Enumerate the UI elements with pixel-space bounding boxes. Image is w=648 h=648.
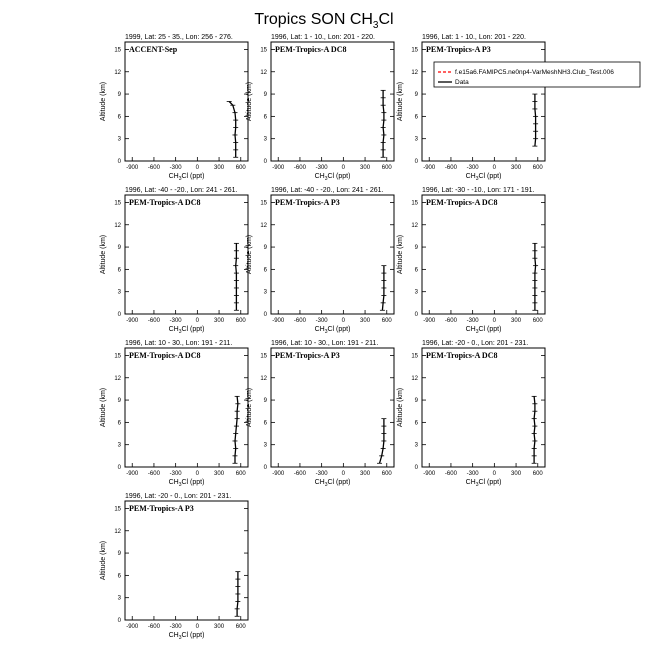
data-series-line [229,102,236,158]
y-tick-label: 0 [117,159,121,165]
x-tick-label: -300 [315,165,328,171]
y-tick-label: 12 [260,375,267,382]
campaign-label: PEM-Tropics-A P3 [275,351,340,360]
x-tick-label: -300 [466,471,479,477]
x-axis-label: $CH_3Cl$ (ppt) [168,173,205,182]
y-tick-label: 6 [117,573,121,580]
x-tick-label: -900 [126,318,139,324]
y-tick-label: 0 [414,159,418,165]
chart-panel-3 [397,34,640,182]
chart-panel-2 [246,34,394,182]
y-tick-label: 12 [114,222,121,229]
x-tick-label: -300 [169,318,182,324]
x-tick-label: 0 [341,165,346,171]
data-series-line [534,396,535,463]
plot-frame [422,42,545,161]
panel-header: 1996, Lat: 1 - 10., Lon: 201 - 220. [271,34,375,41]
y-tick-label: 12 [114,69,121,76]
x-tick-label: 0 [492,165,497,171]
x-tick-label: -900 [423,165,436,171]
x-tick-label: 0 [492,318,497,324]
x-tick-label: 300 [214,471,225,477]
y-axis-label: Altitude (km) [397,234,404,275]
chart-panel-1 [100,34,248,182]
x-tick-label: 300 [511,165,522,171]
x-tick-label: -300 [169,165,182,171]
x-tick-label: 300 [214,165,225,171]
y-axis-label: Altitude (km) [100,387,107,428]
y-tick-label: 0 [117,618,121,624]
x-tick-label: 600 [235,318,246,324]
y-tick-label: 12 [411,69,418,76]
y-axis-label: Altitude (km) [100,540,107,581]
x-tick-label: 300 [511,471,522,477]
plot-frame [125,348,248,467]
campaign-label: PEM-Tropics-A P3 [275,198,340,207]
campaign-label: PEM-Tropics-A P3 [129,504,194,513]
y-tick-label: 12 [411,222,418,229]
chart-panel-4 [100,187,248,335]
y-tick-label: 15 [411,200,418,207]
panel-header: 1996, Lat: 10 - 30., Lon: 191 - 211. [271,340,379,347]
plot-frame [271,195,394,314]
y-axis-label: Altitude (km) [397,81,404,122]
y-tick-label: 6 [414,420,418,427]
y-tick-label: 15 [411,353,418,360]
x-tick-label: 300 [360,471,371,477]
y-tick-label: 3 [414,136,418,143]
x-axis-label: $CH_3Cl$ (ppt) [168,479,205,488]
y-tick-label: 12 [260,222,267,229]
y-axis-label: Altitude (km) [246,387,253,428]
data-series-line [236,243,237,310]
y-tick-label: 9 [263,245,267,252]
x-tick-label: 600 [235,624,246,630]
campaign-label: PEM-Tropics-A DC8 [129,198,201,207]
campaign-label: PEM-Tropics-A DC8 [426,198,498,207]
y-tick-label: 3 [414,289,418,296]
x-tick-label: -900 [423,318,436,324]
x-axis-label: $CH_3Cl$ (ppt) [168,632,205,641]
x-tick-label: 0 [195,624,200,630]
y-tick-label: 3 [117,136,121,143]
y-tick-label: 15 [114,200,121,207]
y-tick-label: 9 [117,245,121,252]
x-tick-label: 0 [341,471,346,477]
x-tick-label: -600 [147,471,160,477]
y-tick-label: 3 [263,136,267,143]
y-tick-label: 3 [117,442,121,449]
plot-frame [271,348,394,467]
y-tick-label: 0 [263,312,267,318]
x-tick-label: -600 [147,624,160,630]
y-axis-label: Altitude (km) [246,234,253,275]
y-tick-label: 9 [414,398,418,405]
y-tick-label: 12 [411,375,418,382]
x-axis-label: $CH_3Cl$ (ppt) [465,173,502,182]
x-tick-label: -300 [169,624,182,630]
x-axis-label: $CH_3Cl$ (ppt) [465,326,502,335]
x-tick-label: 600 [532,318,543,324]
y-tick-label: 6 [263,420,267,427]
panel-grid [100,34,640,641]
data-series-line [235,396,238,463]
chart-panel-5 [246,187,394,335]
x-tick-label: 0 [492,471,497,477]
y-tick-label: 15 [260,47,267,54]
y-tick-label: 3 [263,442,267,449]
y-tick-label: 6 [117,420,121,427]
panel-header: 1996, Lat: -40 - -20., Lon: 241 - 261. [125,187,238,194]
y-tick-label: 6 [263,267,267,274]
x-tick-label: 300 [360,318,371,324]
x-tick-label: -600 [444,165,457,171]
x-tick-label: 300 [214,318,225,324]
data-series-line [535,243,536,310]
y-tick-label: 9 [414,245,418,252]
y-tick-label: 0 [263,465,267,471]
x-tick-label: -900 [272,471,285,477]
y-tick-label: 15 [114,47,121,54]
y-tick-label: 15 [114,353,121,360]
data-series-line [383,90,384,157]
y-axis-label: Altitude (km) [100,81,107,122]
x-axis-label: $CH_3Cl$ (ppt) [168,326,205,335]
panel-header: 1996, Lat: -30 - -10., Lon: 171 - 191. [422,187,535,194]
campaign-label: PEM-Tropics-A DC8 [426,351,498,360]
x-tick-label: -900 [126,471,139,477]
chart-panel-6 [397,187,545,335]
y-tick-label: 15 [260,200,267,207]
x-tick-label: -300 [466,165,479,171]
x-tick-label: -600 [444,471,457,477]
x-axis-label: $CH_3Cl$ (ppt) [314,479,351,488]
y-tick-label: 9 [263,398,267,405]
plot-frame [422,195,545,314]
x-tick-label: -600 [293,471,306,477]
y-tick-label: 6 [117,267,121,274]
x-tick-label: 0 [195,471,200,477]
y-tick-label: 6 [414,114,418,121]
x-tick-label: -900 [423,471,436,477]
campaign-label: PEM-Tropics-A DC8 [129,351,201,360]
panel-header: 1999, Lat: 25 - 35., Lon: 256 - 276. [125,34,233,41]
panel-header: 1996, Lat: 1 - 10., Lon: 201 - 220. [422,34,526,41]
legend [434,62,640,87]
panel-header: 1996, Lat: 10 - 30., Lon: 191 - 211. [125,340,233,347]
y-tick-label: 0 [117,465,121,471]
x-tick-label: 600 [532,471,543,477]
x-tick-label: 600 [381,471,392,477]
x-tick-label: 600 [381,318,392,324]
x-tick-label: 600 [381,165,392,171]
x-tick-label: -300 [315,318,328,324]
y-tick-label: 0 [117,312,121,318]
chart-panel-7 [100,340,248,488]
x-tick-label: -300 [466,318,479,324]
y-tick-label: 6 [117,114,121,121]
x-axis-label: $CH_3Cl$ (ppt) [314,326,351,335]
x-tick-label: 600 [235,165,246,171]
y-tick-label: 12 [114,528,121,535]
y-axis-label: Altitude (km) [246,81,253,122]
y-axis-label: Altitude (km) [397,387,404,428]
campaign-label: PEM-Tropics-A P3 [426,45,491,54]
y-tick-label: 6 [414,267,418,274]
y-tick-label: 15 [114,506,121,513]
y-tick-label: 9 [117,398,121,405]
y-tick-label: 15 [411,47,418,54]
campaign-label: PEM-Tropics-A DC8 [275,45,347,54]
panel-header: 1996, Lat: -40 - -20., Lon: 241 - 261. [271,187,384,194]
plot-frame [422,348,545,467]
panel-header: 1996, Lat: -20 - 0., Lon: 201 - 231. [125,493,232,500]
y-tick-label: 0 [414,465,418,471]
x-tick-label: 300 [360,165,371,171]
x-tick-label: -600 [444,318,457,324]
y-tick-label: 0 [263,159,267,165]
x-tick-label: -900 [126,624,139,630]
x-tick-label: -300 [315,471,328,477]
y-tick-label: 12 [260,69,267,76]
chart-panel-10 [100,493,248,641]
panel-header: 1996, Lat: -20 - 0., Lon: 201 - 231. [422,340,529,347]
y-tick-label: 3 [117,289,121,296]
y-axis-label: Altitude (km) [100,234,107,275]
x-tick-label: 600 [235,471,246,477]
y-tick-label: 0 [414,312,418,318]
y-tick-label: 12 [114,375,121,382]
y-tick-label: 3 [414,442,418,449]
x-tick-label: -900 [272,165,285,171]
plot-frame [125,195,248,314]
x-tick-label: 600 [532,165,543,171]
campaign-label: ACCENT-Sep [129,45,178,54]
x-tick-label: -300 [169,471,182,477]
chart-panel-9 [397,340,545,488]
y-tick-label: 9 [263,92,267,99]
x-axis-label: $CH_3Cl$ (ppt) [465,479,502,488]
plot-frame [125,501,248,620]
x-tick-label: -900 [126,165,139,171]
figure-title: Tropics SON $CH_3Cl$ [254,11,394,31]
x-tick-label: -600 [147,165,160,171]
x-tick-label: 0 [341,318,346,324]
y-tick-label: 9 [414,92,418,99]
legend-model-label: f.e15a6.FAMIPC5.ne0np4-VarMeshNH3.Club_Test.006 [455,69,614,76]
y-tick-label: 6 [263,114,267,121]
x-tick-label: 300 [214,624,225,630]
x-tick-label: 300 [511,318,522,324]
x-tick-label: -600 [147,318,160,324]
plot-frame [271,42,394,161]
y-tick-label: 9 [117,551,121,558]
x-tick-label: 0 [195,318,200,324]
y-tick-label: 3 [263,289,267,296]
chart-panel-8 [246,340,394,488]
x-tick-label: -900 [272,318,285,324]
legend-data-label: Data [455,79,469,86]
x-tick-label: 0 [195,165,200,171]
y-tick-label: 15 [260,353,267,360]
x-tick-label: -600 [293,165,306,171]
x-tick-label: -600 [293,318,306,324]
y-tick-label: 9 [117,92,121,99]
x-axis-label: $CH_3Cl$ (ppt) [314,173,351,182]
y-tick-label: 3 [117,595,121,602]
